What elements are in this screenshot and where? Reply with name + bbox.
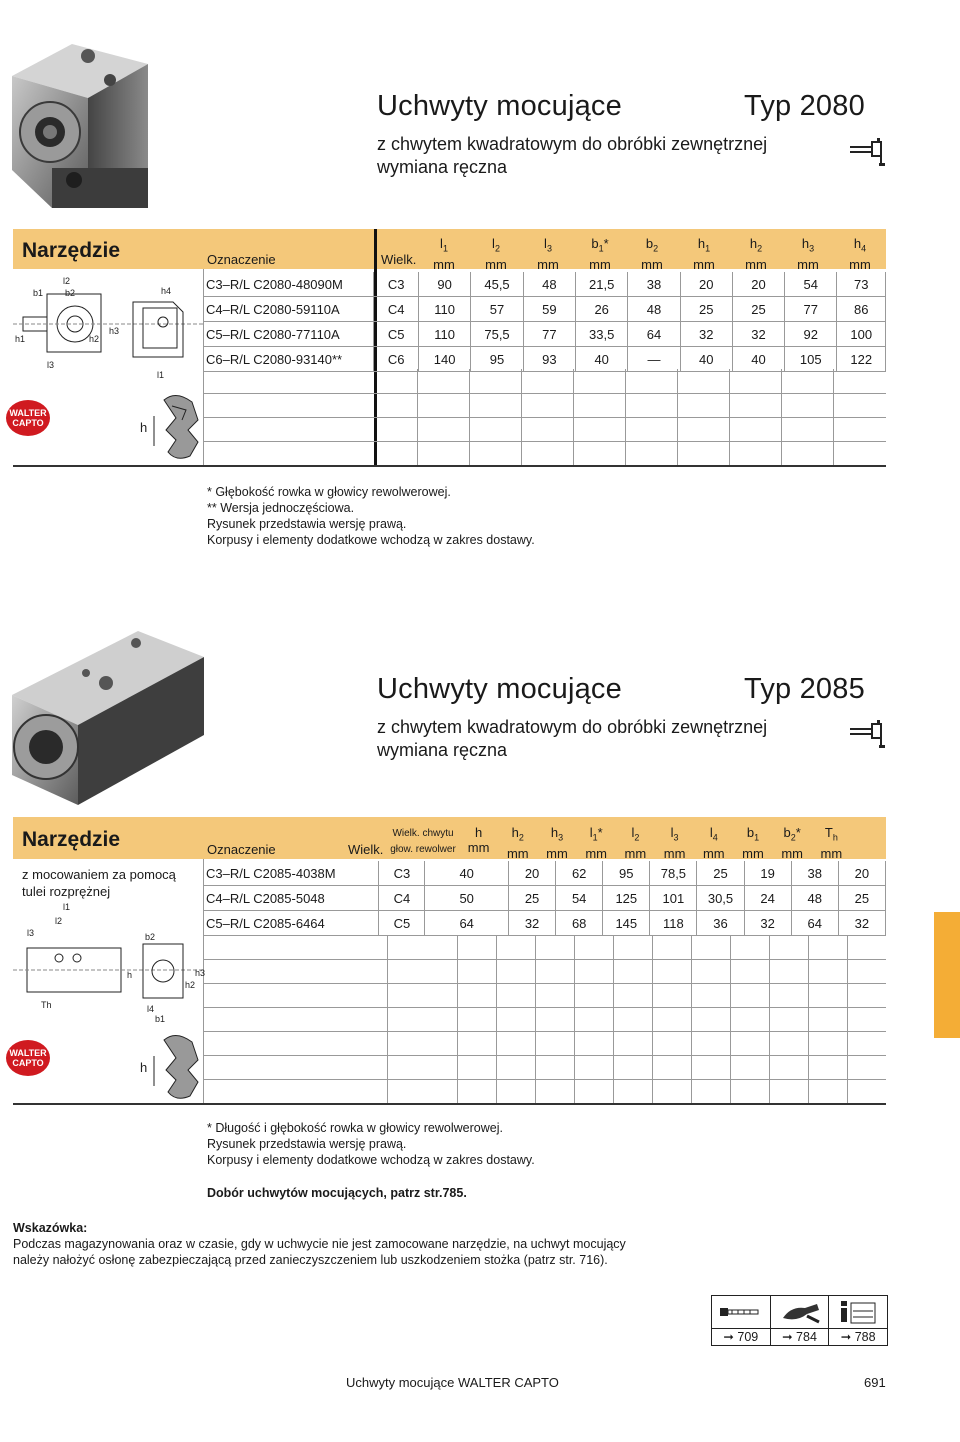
value-cell: 20 bbox=[732, 272, 784, 297]
value-cell: 64 bbox=[791, 911, 838, 936]
designation-cell: C5–R/L C2080-77110A bbox=[204, 322, 374, 347]
value-cell: 21,5 bbox=[575, 272, 627, 297]
svg-text:CAPTO: CAPTO bbox=[12, 418, 44, 428]
table-2085-column-headers bbox=[459, 825, 851, 861]
col-rule bbox=[729, 369, 730, 465]
dim-b2: b2 bbox=[65, 288, 76, 298]
note-2080-4: Korpusy i elementy dodatkowe wchodzą w zakres dostawy. bbox=[207, 533, 535, 547]
notes-2085 bbox=[207, 1120, 535, 1168]
screw-icon bbox=[712, 1296, 771, 1328]
table-2080 bbox=[204, 272, 886, 372]
column-header-h1: $h_1$ mm bbox=[693, 236, 715, 272]
dim-l3: l3 bbox=[27, 928, 35, 938]
value-cell: 77 bbox=[523, 322, 575, 347]
drawing-2085 bbox=[13, 900, 206, 1026]
col-rule bbox=[677, 369, 678, 465]
column-header-l3: $l_3$ mm bbox=[537, 236, 559, 272]
value-cell: 38 bbox=[791, 861, 838, 886]
value-cell: 90 bbox=[418, 272, 470, 297]
dim-l2: l2 bbox=[55, 916, 63, 926]
type-2080: Typ 2080 bbox=[744, 90, 865, 122]
row-rule bbox=[204, 1007, 886, 1008]
svg-text:CAPTO: CAPTO bbox=[12, 1058, 44, 1068]
chwyt-header-2085 bbox=[388, 826, 458, 858]
row-rule bbox=[204, 441, 886, 442]
value-cell: 26 bbox=[575, 297, 627, 322]
table-row bbox=[204, 322, 886, 347]
page-number: 691 bbox=[864, 1375, 886, 1390]
row-rule bbox=[204, 1055, 886, 1056]
ref-link-784[interactable]: ➞ 784 bbox=[771, 1329, 830, 1345]
column-header-h3: $h_3$ mm bbox=[797, 236, 819, 272]
value-cell: 36 bbox=[697, 911, 744, 936]
column-header-l1: $l_1$ mm bbox=[433, 236, 455, 272]
svg-text:WALTER: WALTER bbox=[9, 408, 47, 418]
value-cell: 54 bbox=[785, 272, 837, 297]
value-cell: 25 bbox=[697, 861, 744, 886]
note-2080-2: ** Wersja jednoczęściowa. bbox=[207, 501, 355, 515]
column-header-b1: $b_1*$ mm bbox=[589, 236, 611, 272]
dim-l3: l3 bbox=[47, 360, 55, 370]
dim-h3: h3 bbox=[195, 968, 206, 978]
value-cell: 59 bbox=[523, 297, 575, 322]
table-2080-bottom-line bbox=[13, 465, 886, 467]
narzedzie-label-2085: Narzędzie bbox=[22, 828, 121, 851]
coolant-tap-icon bbox=[850, 718, 888, 750]
value-cell: 45,5 bbox=[471, 272, 523, 297]
walter-capto-logo-2085 bbox=[5, 1038, 51, 1083]
col-rule bbox=[613, 935, 614, 1103]
value-cell: 105 bbox=[785, 347, 837, 372]
value-cell: 145 bbox=[603, 911, 650, 936]
insert-profile-2085 bbox=[136, 1030, 202, 1102]
value-cell: 20 bbox=[680, 272, 732, 297]
value-cell: C5 bbox=[374, 322, 418, 347]
column-header-h4: $h_4$ mm bbox=[849, 236, 871, 272]
svg-text:h: h bbox=[140, 1060, 148, 1075]
value-cell: 20 bbox=[838, 861, 885, 886]
table-row bbox=[204, 861, 886, 886]
tool-desc-line1: z mocowaniem za pomocą bbox=[22, 867, 176, 882]
value-cell: 32 bbox=[744, 911, 791, 936]
value-cell: 62 bbox=[556, 861, 603, 886]
table-2085 bbox=[204, 861, 886, 936]
designation-cell: C6–R/L C2080-93140** bbox=[204, 347, 374, 372]
subtitle-2085-line2: wymiana ręczna bbox=[377, 740, 508, 760]
column-header-h2: $h_2$ mm bbox=[745, 236, 767, 272]
row-rule bbox=[204, 1079, 886, 1080]
value-cell: 48 bbox=[628, 297, 680, 322]
row-rule bbox=[204, 417, 886, 418]
dim-h1: h1 bbox=[15, 334, 26, 344]
value-cell: 50 bbox=[425, 886, 509, 911]
value-cell: 57 bbox=[471, 297, 523, 322]
table-row bbox=[204, 347, 886, 372]
value-cell: 25 bbox=[680, 297, 732, 322]
col-rule bbox=[691, 935, 692, 1103]
value-cell: 110 bbox=[418, 297, 470, 322]
dim-h3: h3 bbox=[109, 326, 120, 336]
info-icon bbox=[829, 1296, 887, 1328]
dim-l4: l4 bbox=[147, 1004, 155, 1014]
oznaczenie-header-2080: Oznaczenie bbox=[207, 252, 276, 267]
value-cell: 40 bbox=[732, 347, 784, 372]
col-rule bbox=[469, 369, 470, 465]
walter-capto-logo-2080 bbox=[5, 398, 51, 443]
holder-2080-image bbox=[8, 40, 158, 210]
dobor-reference-link[interactable]: Dobór uchwytów mocujących, patrz str.785. bbox=[207, 1186, 467, 1200]
note-2085-2: Rysunek przedstawia wersję prawą. bbox=[207, 1137, 407, 1151]
table-2085-bottom-line bbox=[13, 1103, 886, 1105]
col-rule bbox=[496, 935, 497, 1103]
wskazowka-line1: Podczas magazynowania oraz w czasie, gdy w uchwycie nie jest zamocowane narzędzie, na uchwyt mocujący bbox=[13, 1237, 626, 1251]
value-cell: 110 bbox=[418, 322, 470, 347]
dim-h2: h2 bbox=[185, 980, 196, 990]
wielk-header-2080: Wielk. bbox=[381, 252, 417, 267]
column-header-l3: $l_3$ mm bbox=[663, 825, 686, 861]
col-rule bbox=[574, 935, 575, 1103]
column-header-h3: $h_3$ mm bbox=[546, 825, 568, 861]
subtitle-2080-line1: z chwytem kwadratowym do obróbki zewnętrznej bbox=[377, 134, 768, 154]
designation-cell: C4–R/L C2080-59110A bbox=[204, 297, 374, 322]
value-cell: 40 bbox=[425, 861, 509, 886]
reference-box bbox=[711, 1295, 888, 1346]
column-header-l1: $l_1*$ mm bbox=[585, 825, 608, 861]
chwyt-header-bottom: głow. rewolwer bbox=[390, 844, 456, 855]
value-cell: 86 bbox=[837, 297, 886, 322]
svg-text:WALTER: WALTER bbox=[9, 1048, 47, 1058]
dim-h: h bbox=[127, 970, 133, 980]
table-2080-empty-rows bbox=[204, 369, 886, 465]
side-tab-marker bbox=[934, 912, 960, 1038]
col-rule bbox=[573, 369, 574, 465]
svg-text:h: h bbox=[140, 420, 148, 435]
dim-b1: b1 bbox=[33, 288, 44, 298]
col-rule bbox=[457, 935, 458, 1103]
value-cell: 101 bbox=[650, 886, 697, 911]
column-header-Th: $T_h$ mm bbox=[820, 825, 843, 861]
value-cell: 25 bbox=[732, 297, 784, 322]
value-cell: — bbox=[628, 347, 680, 372]
value-cell: 78,5 bbox=[650, 861, 697, 886]
title-2085: Uchwyty mocujące bbox=[377, 673, 622, 705]
value-cell: 64 bbox=[425, 911, 509, 936]
dim-th: Th bbox=[41, 1000, 52, 1010]
dim-l1: l1 bbox=[63, 902, 71, 912]
col-rule bbox=[625, 369, 626, 465]
title-2080: Uchwyty mocujące bbox=[377, 90, 622, 122]
narzedzie-label-2080: Narzędzie bbox=[22, 239, 121, 262]
tool-desc-line2: tulei rozprężnej bbox=[22, 884, 111, 899]
table-2080-column-headers bbox=[418, 236, 886, 272]
value-cell: 48 bbox=[791, 886, 838, 911]
type-2085: Typ 2085 bbox=[744, 673, 865, 705]
ref-link-788[interactable]: ➞ 788 bbox=[840, 1330, 876, 1344]
value-cell: C5 bbox=[379, 911, 425, 936]
value-cell: 64 bbox=[628, 322, 680, 347]
dim-b1: b1 bbox=[155, 1014, 166, 1024]
value-cell: 32 bbox=[680, 322, 732, 347]
value-cell: 38 bbox=[628, 272, 680, 297]
col-rule bbox=[833, 369, 834, 465]
col-rule bbox=[387, 935, 388, 1103]
value-cell: 118 bbox=[650, 911, 697, 936]
col-rule bbox=[781, 369, 782, 465]
chwyt-header-top: Wielk. chwytu bbox=[392, 828, 454, 839]
value-cell: C3 bbox=[379, 861, 425, 886]
value-cell: 25 bbox=[838, 886, 885, 911]
note-2080-3: Rysunek przedstawia wersję prawą. bbox=[207, 517, 407, 531]
holder-2085-image bbox=[8, 625, 208, 815]
value-cell: 30,5 bbox=[697, 886, 744, 911]
value-cell: 100 bbox=[837, 322, 886, 347]
dim-l1: l1 bbox=[157, 370, 165, 380]
value-cell: 93 bbox=[523, 347, 575, 372]
column-header-l2: $l_2$ mm bbox=[485, 236, 507, 272]
row-rule bbox=[204, 1031, 886, 1032]
value-cell: 122 bbox=[837, 347, 886, 372]
col-rule bbox=[535, 935, 536, 1103]
note-2085-1: * Długość i głębokość rowka w głowicy rewolwerowej. bbox=[207, 1121, 503, 1135]
value-cell: 40 bbox=[575, 347, 627, 372]
subtitle-2080-line2: wymiana ręczna bbox=[377, 157, 508, 177]
value-cell: 19 bbox=[744, 861, 791, 886]
notes-2080 bbox=[207, 484, 535, 548]
value-cell: 32 bbox=[509, 911, 556, 936]
table-row bbox=[204, 911, 886, 936]
col-rule bbox=[808, 935, 809, 1103]
value-cell: 24 bbox=[744, 886, 791, 911]
value-cell: 54 bbox=[556, 886, 603, 911]
wskazowka-title: Wskazówka: bbox=[13, 1221, 88, 1235]
value-cell: 20 bbox=[509, 861, 556, 886]
col-rule bbox=[521, 369, 522, 465]
drawing-2080 bbox=[13, 272, 203, 382]
row-rule bbox=[204, 983, 886, 984]
column-header-b2: $b_2*$ mm bbox=[781, 825, 804, 861]
col-rule bbox=[417, 369, 418, 465]
ref-link-709[interactable]: ➞ 709 bbox=[712, 1329, 771, 1345]
wrench-hand-icon bbox=[771, 1296, 830, 1328]
dim-l2: l2 bbox=[63, 276, 71, 286]
value-cell: 48 bbox=[523, 272, 575, 297]
coolant-tap-icon bbox=[850, 136, 888, 168]
column-header-h2: $h_2$ mm bbox=[506, 825, 529, 861]
row-rule bbox=[204, 393, 886, 394]
table-2085-empty-rows bbox=[204, 935, 886, 1103]
value-cell: 95 bbox=[603, 861, 650, 886]
row-rule bbox=[204, 959, 886, 960]
col-rule bbox=[769, 935, 770, 1103]
col-rule bbox=[847, 935, 848, 1103]
table-row bbox=[204, 272, 886, 297]
value-cell: 32 bbox=[732, 322, 784, 347]
column-header-b1: $b_1$ mm bbox=[742, 825, 764, 861]
value-cell: 68 bbox=[556, 911, 603, 936]
note-2080-1: * Głębokość rowka w głowicy rewolwerowej. bbox=[207, 485, 451, 499]
value-cell: 40 bbox=[680, 347, 732, 372]
value-cell: 32 bbox=[838, 911, 885, 936]
value-cell: 25 bbox=[509, 886, 556, 911]
note-2085-3: Korpusy i elementy dodatkowe wchodzą w zakres dostawy. bbox=[207, 1153, 535, 1167]
subtitle-2085-line1: z chwytem kwadratowym do obróbki zewnętrznej bbox=[377, 717, 768, 737]
column-header-l4: $l_4$ mm bbox=[702, 825, 725, 861]
wskazowka-line2: należy nałożyć osłonę zabezpieczającą przed zanieczyszczeniem lub uszkodzeniem stożka (patrz str. 716). bbox=[13, 1253, 608, 1267]
value-cell: 77 bbox=[785, 297, 837, 322]
wielk-header-2085: Wielk. bbox=[348, 842, 384, 857]
footer-title: Uchwyty mocujące WALTER CAPTO bbox=[346, 1375, 559, 1390]
designation-cell: C4–R/L C2085-5048 bbox=[204, 886, 379, 911]
value-cell: 73 bbox=[837, 272, 886, 297]
value-cell: C4 bbox=[379, 886, 425, 911]
col-rule bbox=[652, 935, 653, 1103]
dim-h2: h2 bbox=[89, 334, 100, 344]
designation-cell: C3–R/L C2080-48090M bbox=[204, 272, 374, 297]
value-cell: 92 bbox=[785, 322, 837, 347]
value-cell: 33,5 bbox=[575, 322, 627, 347]
insert-profile-2080 bbox=[136, 390, 202, 462]
table-row bbox=[204, 297, 886, 322]
column-header-l2: $l_2$ mm bbox=[624, 825, 647, 861]
value-cell: 140 bbox=[418, 347, 470, 372]
column-header-b2: $b_2$ mm bbox=[641, 236, 663, 272]
value-cell: 95 bbox=[471, 347, 523, 372]
table-row bbox=[204, 886, 886, 911]
designation-cell: C5–R/L C2085-6464 bbox=[204, 911, 379, 936]
wskazowka-block bbox=[13, 1220, 626, 1268]
value-cell: C4 bbox=[374, 297, 418, 322]
value-cell: C3 bbox=[374, 272, 418, 297]
oznaczenie-header-2085: Oznaczenie bbox=[207, 842, 276, 857]
tool-description-2085 bbox=[22, 866, 176, 900]
dim-h4: h4 bbox=[161, 286, 172, 296]
value-cell: 75,5 bbox=[471, 322, 523, 347]
designation-cell: C3–R/L C2085-4038M bbox=[204, 861, 379, 886]
value-cell: 125 bbox=[603, 886, 650, 911]
col-rule bbox=[730, 935, 731, 1103]
dim-b2: b2 bbox=[145, 932, 156, 942]
column-header-h: h mm bbox=[467, 825, 490, 855]
value-cell: C6 bbox=[374, 347, 418, 372]
